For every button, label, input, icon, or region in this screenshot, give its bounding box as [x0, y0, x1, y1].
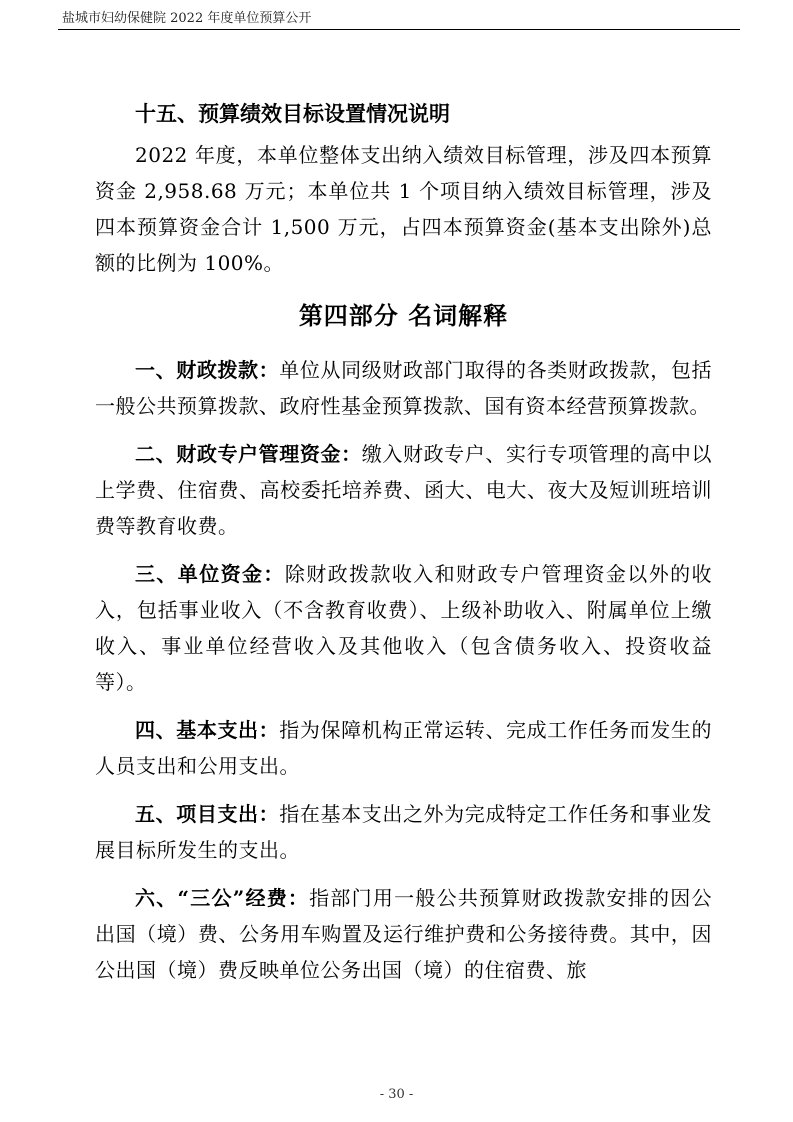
glossary-definition: 除财政拨款收入和财政专户管理资金以外的收入，包括事业收入（不含教育收费）、上级补助收入、附属单位上缴收入、事业单位经营收入及其他收入（包含债务收入、投资收益等）。 [95, 562, 713, 694]
page-number: - 30 - [379, 1087, 414, 1102]
glossary-term: 一、财政拨款： [135, 358, 280, 382]
glossary-term: 六、“三公”经费： [135, 886, 310, 910]
glossary-term: 五、项目支出： [135, 802, 280, 826]
glossary-definition: 指在基本支出之外为完成特定工作任务和事业发展目标所发生的支出。 [95, 802, 713, 862]
glossary-term: 三、单位资金： [135, 562, 285, 586]
glossary-item [95, 880, 712, 988]
glossary-definition: 指为保障机构正常运转、完成工作任务而发生的人员支出和公用支出。 [95, 718, 713, 778]
section-paragraph-performance-goals: 2022 年度，本单位整体支出纳入绩效目标管理，涉及四本预算资金 2,958.68 万元；本单位共 1 个项目纳入绩效目标管理，涉及四本预算资金合计 1,500 万元，占四本预算资金(基本支出除外)总额的比例为 100%。 [95, 143, 712, 275]
glossary-item [95, 436, 712, 544]
glossary-definition: 指部门用一般公共预算财政拨款安排的因公出国（境）费、公务用车购置及运行维护费和公务接待费。其中，因公出国（境）费反映单位公务出国（境）的住宿费、旅 [95, 886, 712, 982]
glossary-definition: 单位从同级财政部门取得的各类财政拨款，包括一般公共预算拨款、政府性基金预算拨款、国有资本经营预算拨款。 [95, 358, 713, 418]
glossary-item [95, 796, 712, 868]
document-header-title: 盐城市妇幼保健院 2022 年度单位预算公开 [62, 11, 312, 26]
glossary-definition: 缴入财政专户、实行专项管理的高中以上学费、住宿费、高校委托培养费、函大、电大、夜大及短训班培训费等教育收费。 [95, 442, 713, 538]
glossary-term: 四、基本支出： [135, 718, 280, 742]
glossary-item [95, 556, 712, 700]
section-heading-performance-goals: 十五、预算绩效目标设置情况说明 [135, 101, 450, 126]
document-body [95, 96, 712, 988]
glossary-term: 二、财政专户管理资金： [135, 442, 362, 466]
glossary-item [95, 712, 712, 784]
header-divider [58, 29, 740, 30]
part-title-glossary: 第四部分 名词解释 [298, 301, 509, 330]
glossary-item [95, 352, 712, 424]
